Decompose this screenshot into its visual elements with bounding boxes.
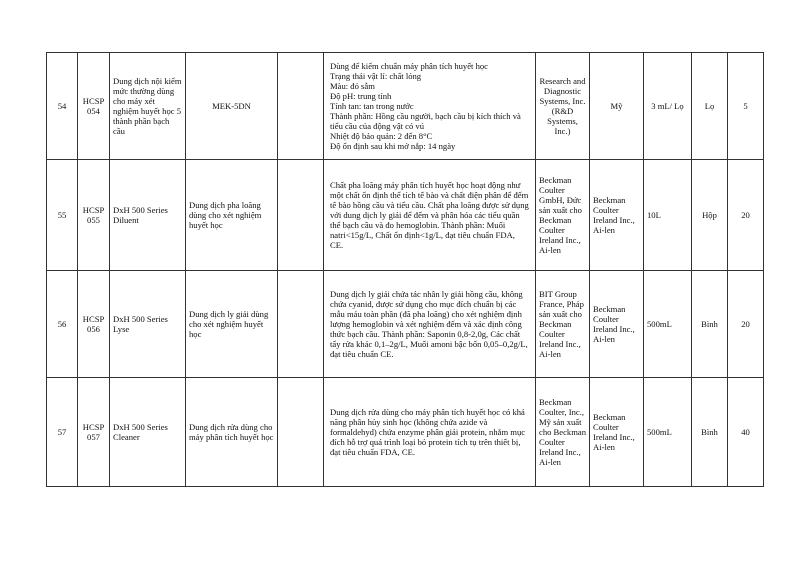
product-description: Chất pha loãng máy phân tích huyết học hoạt động như một chất ổn định thể tích tế bào và chất điện phân để đếm tế bào hồng cầu và tiểu cầu. Chất pha loãng được sử dụng với dung dịch ly giải để đếm và phân hóa các tiểu quần thể bạch cầu và đo hemoglobin. Thành phần: Muối natri<15g/L, Chất ổn định<1g/L, đạt tiêu chuẩn FDA, CE. — [324, 160, 536, 271]
product-code: HCSP 055 — [78, 160, 110, 271]
description-line: Thành phần: Hồng cầu người, bạch cầu bị kích thích và tiểu cầu của động vật có vú — [330, 111, 521, 132]
specification: 10L — [644, 160, 692, 271]
product-table — [46, 52, 764, 487]
specification: 3 mL/ Lọ — [644, 53, 692, 160]
table-row — [47, 160, 764, 271]
product-name: DxH 500 Series Diluent — [110, 160, 186, 271]
origin: Beckman Coulter Ireland Inc., Ai-len — [590, 160, 644, 271]
usage-cell — [278, 378, 324, 487]
description-line: Tính tan: tan trong nước — [330, 100, 414, 111]
table-row — [47, 53, 764, 160]
manufacturer: Research and Diagnostic Systems, Inc. (R&D Systems, Inc.) — [536, 53, 590, 160]
manufacturer: Beckman Coulter, Inc., Mỹ sản xuất cho Beckman Coulter Ireland Inc., Ai-len — [536, 378, 590, 487]
product-description: Dung dịch rửa dùng cho máy phân tích huyết học có khả năng phân hủy sinh học (không chứa azide và formaldehyd) chứa enzyme phân giải protein, nhằm mục đích hỗ trợ quá trình loại bỏ protein tích tụ trên thiết bị, đạt tiêu chuẩn FDA, CE. — [324, 378, 536, 487]
product-code: HCSP 054 — [78, 53, 110, 160]
quantity: 5 — [728, 53, 764, 160]
row-number: 55 — [47, 160, 78, 271]
usage-cell — [278, 53, 324, 160]
product-name: DxH 500 Series Cleaner — [110, 378, 186, 487]
product-description: Dung dịch ly giải chứa tác nhân ly giải hồng cầu, không chứa cyanid, được sử dụng cho mục đích chuẩn bị các mẫu máu toàn phần (đã pha loãng) cho xét nghiệm định lượng hemoglobin và xét nghiệm đếm và xác định công thức bạch cầu. Thành phần: Saponin 0,8-2,0g, Các chất tẩy rửa khác 0,1–2g/L, Muối amoni bậc bốn 0,05–0,2g/L, đạt tiêu chuẩn CE. — [324, 271, 536, 378]
table-row — [47, 271, 764, 378]
manufacturer: BIT Group France, Pháp sản xuất cho Beckman Coulter Ireland Inc., Ai-len — [536, 271, 590, 378]
row-number: 57 — [47, 378, 78, 487]
specification: 500mL — [644, 378, 692, 487]
manufacturer: Beckman Coulter GmbH, Đức sản xuất cho Beckman Coulter Ireland Inc., Ai-len — [536, 160, 590, 271]
unit: Lọ — [692, 53, 728, 160]
unit: Bình — [692, 378, 728, 487]
row-number: 54 — [47, 53, 78, 160]
product-description — [324, 53, 536, 160]
product-model: Dung dịch ly giải dùng cho xét nghiệm huyết học — [186, 271, 278, 378]
product-model: Dung dịch rửa dùng cho máy phân tích huyết học — [186, 378, 278, 487]
quantity: 20 — [728, 160, 764, 271]
unit: Bình — [692, 271, 728, 378]
origin: Beckman Coulter Ireland Inc., Ai-len — [590, 271, 644, 378]
description-line: Độ pH: trung tính — [330, 90, 392, 101]
usage-cell — [278, 271, 324, 378]
product-name: Dung dịch nội kiểm mức thường dùng cho máy xét nghiệm huyết học 5 thành phần bạch cầu — [110, 53, 186, 160]
origin: Mỹ — [590, 53, 644, 160]
description-line: Dùng để kiểm chuẩn máy phân tích huyết học — [330, 60, 488, 71]
product-code: HCSP 056 — [78, 271, 110, 378]
row-number: 56 — [47, 271, 78, 378]
specification: 500mL — [644, 271, 692, 378]
table-row — [47, 378, 764, 487]
unit: Hộp — [692, 160, 728, 271]
quantity: 40 — [728, 378, 764, 487]
description-line: Trạng thái vật lí: chất lỏng — [330, 70, 422, 81]
description-line: Độ ổn định sau khi mở nắp: 14 ngày — [330, 141, 456, 152]
quantity: 20 — [728, 271, 764, 378]
usage-cell — [278, 160, 324, 271]
product-name: DxH 500 Series Lyse — [110, 271, 186, 378]
product-code: HCSP 057 — [78, 378, 110, 487]
product-model: MEK-5DN — [186, 53, 278, 160]
origin: Beckman Coulter Ireland Inc., Ai-len — [590, 378, 644, 487]
description-line: Nhiệt độ bảo quản: 2 đến 8°C — [330, 131, 433, 142]
description-line: Màu: đỏ sẫm — [330, 80, 375, 91]
product-model: Dung dịch pha loãng dùng cho xét nghiệm huyết học — [186, 160, 278, 271]
